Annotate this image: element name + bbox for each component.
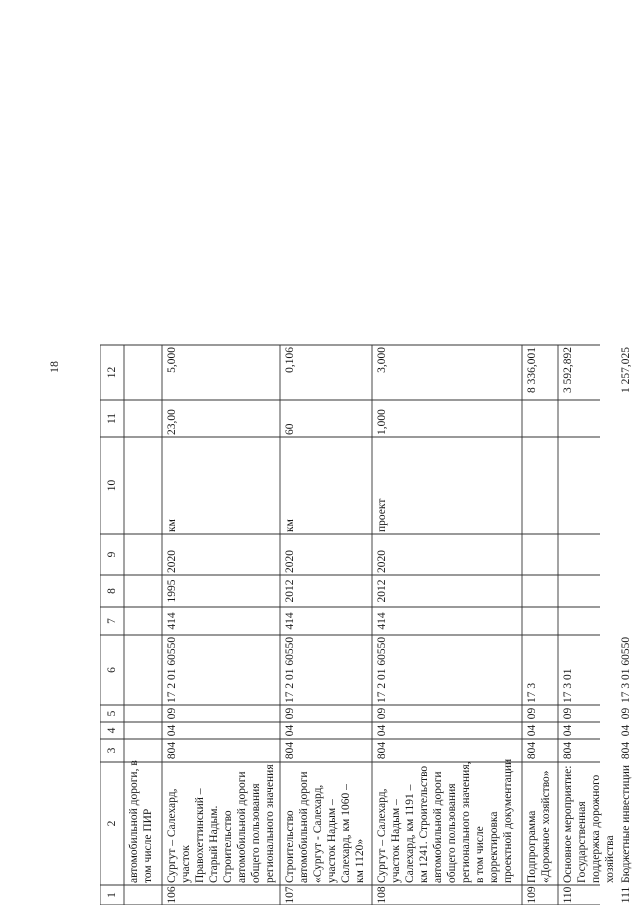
column-header: 3 bbox=[106, 747, 118, 754]
table-cell: проект bbox=[376, 498, 388, 532]
table-cell: 1 257,025 bbox=[620, 347, 632, 393]
table-cell: автомобильной дороги, в том числе ПИР bbox=[128, 760, 154, 883]
table-cell: 04 bbox=[562, 724, 574, 737]
table-cell: 111 bbox=[620, 886, 632, 904]
table-cell: 414 bbox=[284, 612, 296, 630]
table-cell: 04 bbox=[620, 724, 632, 737]
column-header: 10 bbox=[106, 479, 118, 492]
table-cell: 2020 bbox=[166, 550, 178, 573]
table-cell: 0,106 bbox=[284, 347, 296, 373]
column-header: 12 bbox=[106, 366, 118, 379]
table-cell: 8 336,001 bbox=[526, 347, 538, 393]
table-cell: 2012 bbox=[376, 579, 388, 603]
table-cell: 106 bbox=[166, 886, 178, 904]
table-cell: 804 bbox=[620, 741, 632, 760]
table-cell: 17 2 01 60550 bbox=[376, 636, 388, 703]
table-cell: 804 bbox=[376, 741, 388, 760]
table-cell: Сургут – Салехард, участок Надым – Салехард, км 1191 – км 1241. Строительство автомобильной дороги общего пользования регионального значения, в том числе корректировка проектной документации bbox=[376, 758, 514, 883]
table-cell: 804 bbox=[166, 741, 178, 760]
table-cell: Основное мероприятие: Государственная поддержка дорожного хозяйства bbox=[562, 765, 616, 883]
table-cell: 17 3 01 60550 bbox=[620, 636, 632, 703]
document-table bbox=[100, 45, 632, 905]
table-cell: 3,000 bbox=[376, 347, 388, 373]
table-cell: Бюджетные инвестиции bbox=[620, 764, 632, 883]
table-cell: 1995 bbox=[166, 579, 178, 603]
table-cell: 17 2 01 60550 bbox=[166, 636, 178, 703]
table-cell: 414 bbox=[376, 612, 388, 630]
table-cell: 3 592,892 bbox=[562, 347, 574, 393]
page-number: 18 bbox=[47, 361, 61, 373]
table-cell: 804 bbox=[284, 741, 296, 760]
table-cell: 414 bbox=[166, 612, 178, 630]
table-cell: 1,000 bbox=[376, 409, 388, 435]
column-header: 4 bbox=[106, 727, 118, 734]
table-cell: 04 bbox=[526, 724, 538, 737]
table-cell: 2012 bbox=[284, 579, 296, 603]
column-header: 2 bbox=[106, 820, 118, 827]
table-cell: 60 bbox=[284, 423, 296, 435]
table-cell: км bbox=[284, 519, 296, 532]
table-cell: Строительство автомобильной дороги «Сургут - Салехард, участок Надым – Салехард, км 1060 – км 1120» bbox=[284, 771, 366, 883]
table-cell: 2020 bbox=[284, 550, 296, 573]
table-cell: 109 bbox=[526, 886, 538, 904]
table-cell: км bbox=[166, 519, 178, 532]
table-cell: 17 3 bbox=[526, 682, 538, 703]
table-cell: 804 bbox=[562, 741, 574, 760]
table-cell: 09 bbox=[620, 707, 632, 720]
table-cell: 17 2 01 60550 bbox=[284, 636, 296, 703]
table-cell: 107 bbox=[284, 886, 296, 904]
table-cell: 09 bbox=[526, 707, 538, 720]
table-cell: 5,000 bbox=[166, 347, 178, 373]
table-cell: 09 bbox=[376, 707, 388, 720]
table-cell: Сургут – Салехард, участок Правохеттинский – Старый Надым. Строительство автомобильной дороги общего пользования регионального значения bbox=[166, 764, 276, 883]
table-cell: 09 bbox=[562, 707, 574, 720]
column-header: 6 bbox=[106, 667, 118, 673]
table-cell: 04 bbox=[376, 724, 388, 737]
column-header: 7 bbox=[106, 618, 118, 624]
table-cell: 04 bbox=[284, 724, 296, 737]
table-cell: 108 bbox=[376, 886, 388, 904]
table-cell: 2020 bbox=[376, 550, 388, 573]
column-header: 8 bbox=[106, 588, 118, 594]
column-header: 9 bbox=[106, 551, 118, 558]
table-cell: 17 3 01 bbox=[562, 668, 574, 703]
column-header: 1 bbox=[106, 892, 118, 898]
table-cell: 04 bbox=[166, 724, 178, 737]
table-cell: 09 bbox=[166, 707, 178, 720]
table-cell: 804 bbox=[526, 741, 538, 760]
table-cell: 110 bbox=[562, 886, 574, 904]
table-cell: 23,00 bbox=[166, 409, 178, 435]
column-header: 5 bbox=[106, 710, 118, 717]
table-cell: Подпрограмма «Дорожное хозяйство» bbox=[526, 770, 552, 883]
table-cell: 09 bbox=[284, 707, 296, 720]
column-header: 11 bbox=[106, 412, 118, 425]
